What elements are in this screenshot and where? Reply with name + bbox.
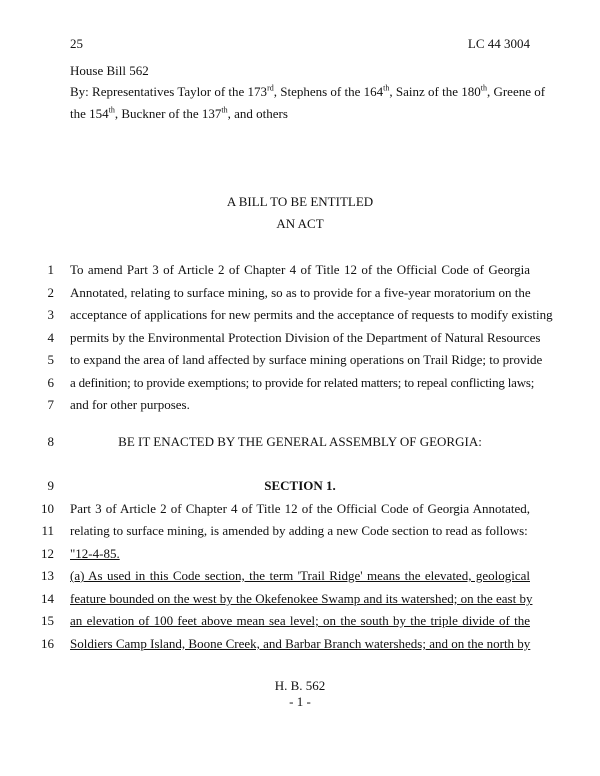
bill-line: [0, 307, 600, 327]
bill-line: [0, 330, 600, 350]
enacting-clause: BE IT ENACTED BY THE GENERAL ASSEMBLY OF GEORGIA:: [118, 434, 482, 449]
section-heading: SECTION 1.: [264, 478, 336, 493]
line-number: 5: [47, 352, 54, 367]
bill-line: [0, 352, 600, 372]
line-text: and for other purposes.: [70, 397, 190, 412]
line-text: a definition; to provide exemptions; to provide for related matters; to repeal conflicting laws;: [70, 375, 535, 390]
sponsors-text: the 154: [70, 106, 109, 121]
bill-line: [0, 523, 600, 543]
sponsors-text: By: Representatives Taylor of the 173: [70, 84, 268, 99]
bill-line: [0, 434, 600, 454]
bill-line: [0, 285, 600, 305]
bill-line: [0, 375, 600, 395]
ordinal-suffix: th: [383, 83, 390, 93]
line-number: 16: [41, 636, 54, 651]
line-number: 1: [47, 262, 54, 277]
line-text: Part 3 of Article 2 of Chapter 4 of Title 12 of the Official Code of Georgia Annotated,: [70, 501, 530, 516]
bill-line: [0, 262, 600, 282]
sponsors-text: , Stephens of the 164: [273, 84, 384, 99]
line-number: 9: [47, 478, 54, 493]
line-number: 14: [41, 591, 54, 606]
line-number: 15: [41, 613, 54, 628]
lc-code: LC 44 3004: [467, 36, 530, 51]
line-text: an elevation of 100 feet above mean sea level; on the south by the triple divide of the: [70, 613, 530, 628]
line-text: Soldiers Camp Island, Boone Creek, and Barbar Branch watersheds; and on the north by: [70, 636, 531, 651]
page-number: 25: [70, 36, 83, 51]
line-number: 10: [41, 501, 54, 516]
sponsors-text: , Buckner of the 137: [114, 106, 222, 121]
sponsors-text: , and others: [227, 106, 288, 121]
bill-line: [0, 591, 600, 611]
ordinal-suffix: th: [108, 105, 115, 115]
line-number: 2: [47, 285, 54, 300]
code-section-number: "12-4-85.: [70, 546, 120, 561]
footer-bill-ref: H. B. 562: [274, 678, 326, 693]
line-number: 8: [47, 434, 54, 449]
line-number: 4: [47, 330, 54, 345]
ordinal-suffix: rd: [267, 83, 274, 93]
line-text: permits by the Environmental Protection Division of the Department of Natural Resources: [70, 330, 541, 345]
bill-line: [0, 478, 600, 498]
bill-line: [0, 397, 600, 417]
ordinal-suffix: th: [480, 83, 487, 93]
line-number: 6: [47, 375, 54, 390]
line-text: (a) As used in this Code section, the term 'Trail Ridge' means the elevated, geological: [70, 568, 530, 583]
bill-name: House Bill 562: [70, 63, 149, 78]
line-number: 11: [41, 523, 54, 538]
line-number: 7: [47, 397, 54, 412]
line-text: To amend Part 3 of Article 2 of Chapter 4 of Title 12 of the Official Code of Georgia: [70, 262, 530, 277]
line-number: 3: [47, 307, 54, 322]
line-text: to expand the area of land affected by surface mining operations on Trail Ridge; to provide: [70, 352, 543, 367]
line-number: 13: [41, 568, 54, 583]
sponsors-line-1: [70, 83, 546, 100]
ordinal-suffix: th: [221, 105, 228, 115]
sponsors-text: , Sainz of the 180: [389, 84, 481, 99]
bill-title: A BILL TO BE ENTITLED: [226, 194, 374, 209]
sponsors-line-2: [70, 106, 288, 122]
footer-page-label: - 1 -: [289, 694, 311, 709]
line-text: Annotated, relating to surface mining, so as to provide for a five-year moratorium on the: [70, 285, 531, 300]
bill-line: [0, 546, 600, 566]
line-number: 12: [41, 546, 54, 561]
bill-line: [0, 613, 600, 633]
line-text: relating to surface mining, is amended by adding a new Code section to read as follows:: [70, 523, 528, 538]
bill-line: [0, 636, 600, 656]
line-text: acceptance of applications for new permits and the acceptance of requests to modify existing: [70, 307, 553, 322]
bill-line: [0, 501, 600, 521]
act-title: AN ACT: [276, 216, 324, 231]
line-text: feature bounded on the west by the Okefenokee Swamp and its watershed; on the east by: [70, 591, 533, 606]
sponsors-text: , Greene of: [486, 84, 546, 99]
bill-line: [0, 568, 600, 588]
